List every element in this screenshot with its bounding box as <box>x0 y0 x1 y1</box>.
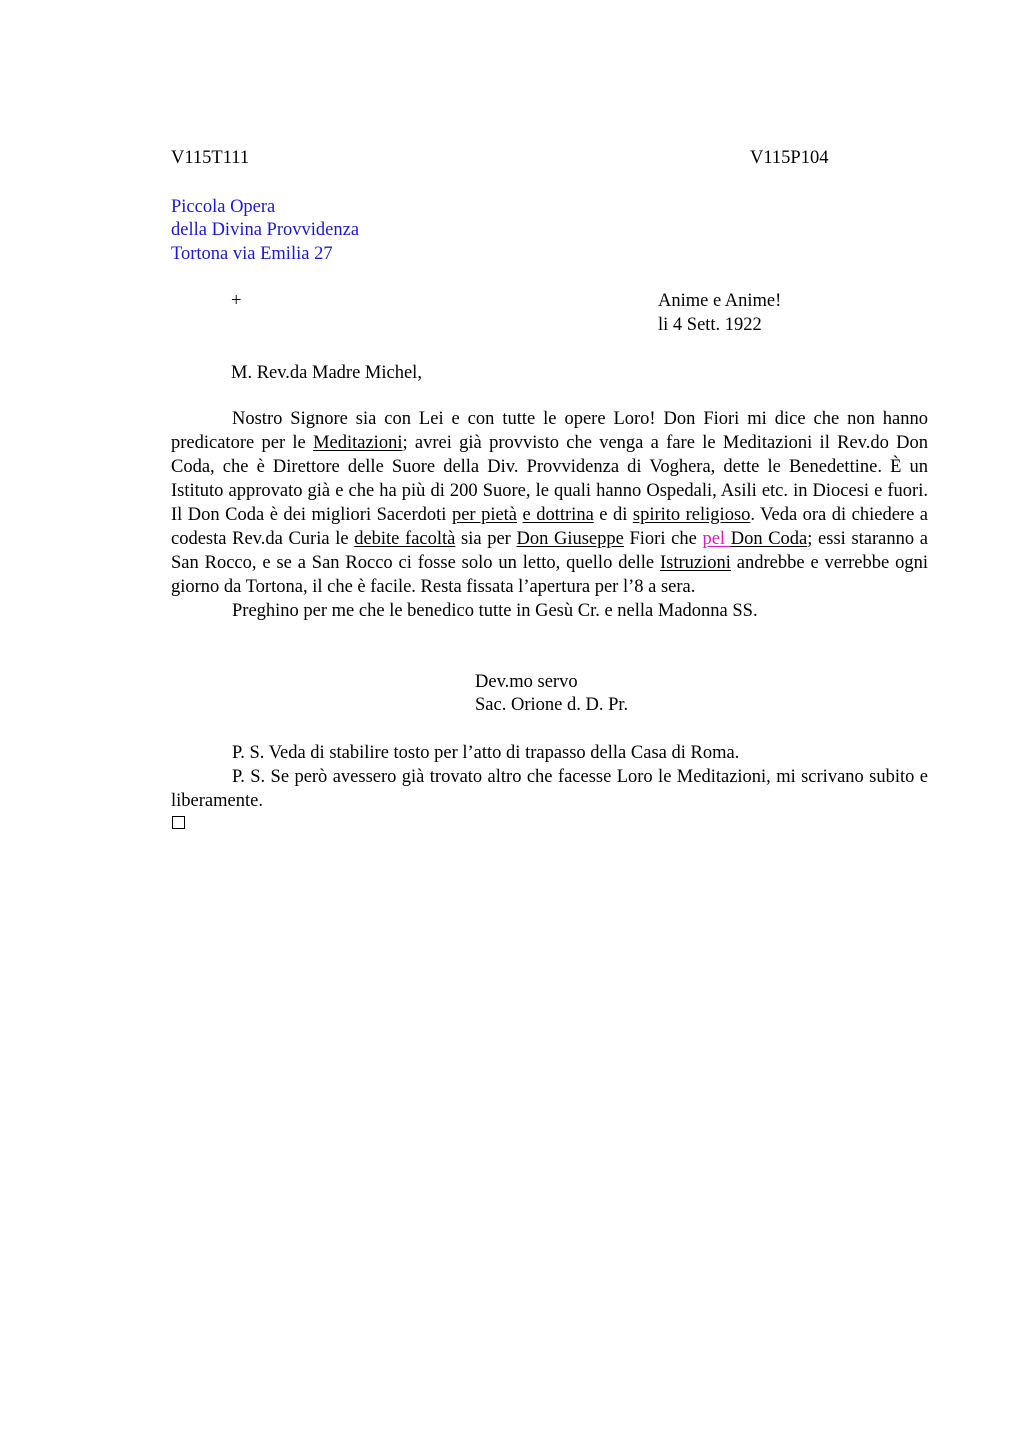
body-text-run: ; essi staranno a San Rocco, e se a San Rocco ci fosse solo un letto, quello delle <box>171 529 928 573</box>
letterhead-line-1: Piccola Opera <box>171 197 276 217</box>
body-text-run: . Veda ora di chiedere a codesta Rev.da Curia le <box>171 505 928 549</box>
underlined-phrase: Meditazioni <box>313 433 403 453</box>
underlined-phrase: debite facoltà <box>354 529 456 549</box>
postscript-1: P. S. Veda di stabilire tosto per l’atto di trapasso della Casa di Roma. <box>232 743 740 763</box>
body-paragraph-2: Preghino per me che le benedico tutte in Gesù Cr. e nella Madonna SS. <box>232 601 758 621</box>
underlined-phrase: spirito religioso <box>632 505 751 525</box>
closing-signature: Sac. Orione d. D. Pr. <box>475 695 629 715</box>
postscript-2: P. S. Se però avessero già trovato altro che facesse Loro le Meditazioni, mi scrivano subito e liberamente. <box>171 767 928 811</box>
underlined-phrase: Don Giuseppe <box>516 529 624 549</box>
document-code-left: V115T111 <box>171 148 250 168</box>
body-text-run: andrebbe e verrebbe ogni giorno da Tortona, il che è facile. Resta fissata l’apertura per l’8 a sera. <box>171 553 928 597</box>
body-text-run: e di <box>593 505 633 525</box>
document-code-right: V115P104 <box>750 148 829 168</box>
body-paragraph-1 <box>171 407 928 599</box>
highlighted-phrase: pel <box>702 529 731 549</box>
underlined-phrase: e dottrina <box>522 505 594 525</box>
cross-mark: + <box>231 291 242 311</box>
body-text-run: sia per <box>455 529 517 549</box>
salutation: M. Rev.da Madre Michel, <box>231 363 422 383</box>
letterhead-line-2: della Divina Provvidenza <box>171 220 360 240</box>
empty-square-icon <box>172 816 185 829</box>
letter-date: li 4 Sett. 1922 <box>658 315 762 335</box>
underlined-phrase: Don Coda <box>730 529 808 549</box>
closing-line-1: Dev.mo servo <box>475 672 578 692</box>
body-text-run: Fiori che <box>623 529 703 549</box>
letter-body <box>171 407 928 623</box>
letterhead-line-3: Tortona via Emilia 27 <box>171 244 333 264</box>
underlined-phrase: Istruzioni <box>660 553 731 573</box>
underlined-phrase: per pietà <box>451 505 518 525</box>
postscript-block <box>171 741 928 813</box>
body-text-run: Nostro Signore sia con Lei e con tutte le opere Loro! Don Fiori mi dice che non hanno predicatore per le <box>171 409 928 453</box>
body-text-run: ; avrei già provvisto che venga a fare le Meditazioni il Rev.do Don Coda, che è Direttore delle Suore della Div. Provvidenza di Voghera, dette le Benedettine. È un Istituto approvato già e che ha più di 200 Suore, le quali hanno Ospedali, Asili etc. in Diocesi e fuori. Il Don Coda è dei migliori Sacerdoti <box>171 433 929 525</box>
motto: Anime e Anime! <box>658 291 782 311</box>
